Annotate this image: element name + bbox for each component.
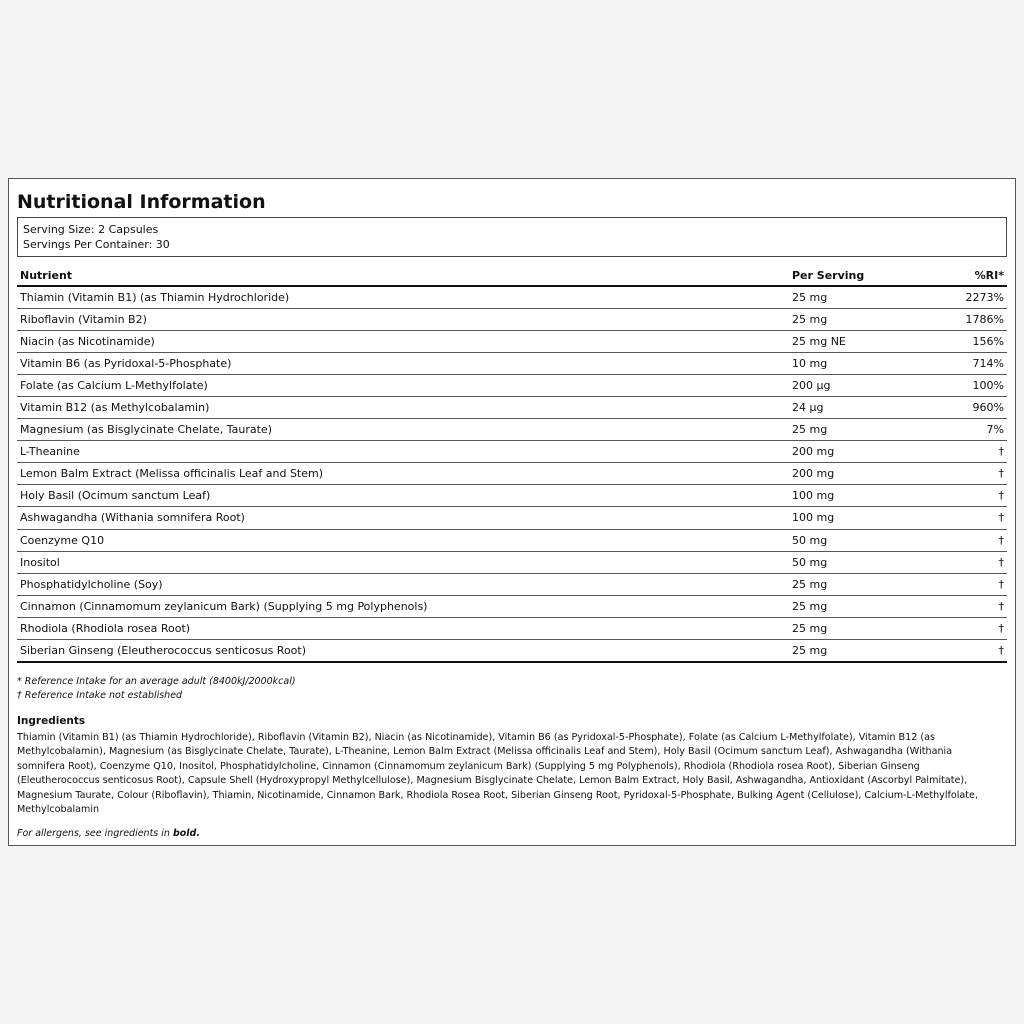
nutrient-name: Lemon Balm Extract (Melissa officinalis Leaf and Stem) [17, 463, 789, 485]
ri-percent: † [929, 463, 1007, 485]
ri-percent: 7% [929, 419, 1007, 441]
table-row [17, 330, 1007, 352]
allergen-note-bold: bold. [172, 827, 200, 839]
ri-percent: † [929, 529, 1007, 551]
table-row [17, 396, 1007, 418]
serving-info-box [17, 217, 1007, 257]
per-serving-amount: 200 mg [789, 463, 929, 485]
per-serving-amount: 24 µg [789, 396, 929, 418]
table-row [17, 485, 1007, 507]
table-row [17, 617, 1007, 639]
header-ri: %RI* [929, 265, 1007, 286]
table-row [17, 374, 1007, 396]
per-serving-amount: 25 mg [789, 286, 929, 308]
table-row [17, 529, 1007, 551]
ingredients-text: Thiamin (Vitamin B1) (as Thiamin Hydrochloride), Riboflavin (Vitamin B2), Niacin (as Nicotinamide), Vitamin B6 (as Pyridoxal-5-Phosphate), Folate (as Calcium L-Methylfolate), Vitamin B12 (as Methylcobalamin), Magnesium (as Bisglycinate Chelate, Taurate), L-Theanine, Lemon Balm Extract (Melissa officinalis Leaf and Stem), Holy Basil (Ocimum sanctum Leaf), Ashwagandha (Withania somnifera Root), Coenzyme Q10, Inositol, Phosphatidylcholine, Cinnamon (Cinnamomum zeylanicum Bark) (Supplying 5 mg Polyphenols), Rhodiola (Rhodiola rosea Root), Siberian Ginseng (Eleutherococcus senticosus Root), Capsule Shell (Hydroxypropyl Methylcellulose), Magnesium Bisglycinate Chelate, Lemon Balm Extract, Holy Basil, Ashwagandha, Antioxidant (Ascorbyl Palmitate), Magnesium Taurate, Colour (Riboflavin), Thiamin, Nicotinamide, Cinnamon Bark, Rhodiola Rosea Root, Siberian Ginseng Root, Pyridoxal-5-Phosphate, Bulking Agent (Cellulose), Calcium-L-Methylfolate, Methylcobalamin [17, 731, 979, 816]
per-serving-amount: 25 mg [789, 308, 929, 330]
allergen-note [17, 828, 1007, 839]
per-serving-amount: 25 mg [789, 617, 929, 639]
page-title: Nutritional Information [17, 191, 266, 213]
nutrient-name: Vitamin B6 (as Pyridoxal-5-Phosphate) [17, 352, 789, 374]
table-row [17, 308, 1007, 330]
nutrient-name: Coenzyme Q10 [17, 529, 789, 551]
per-serving-amount: 50 mg [789, 551, 929, 573]
header-per-serving: Per Serving [789, 265, 929, 286]
ri-percent: † [929, 617, 1007, 639]
nutrient-name: L-Theanine [17, 441, 789, 463]
ri-percent: 2273% [929, 286, 1007, 308]
nutrient-name: Riboflavin (Vitamin B2) [17, 308, 789, 330]
ri-percent: † [929, 640, 1007, 662]
footnote-ri: * Reference Intake for an average adult (8400kJ/2000kcal) [17, 675, 296, 687]
nutrient-name: Siberian Ginseng (Eleutherococcus senticosus Root) [17, 640, 789, 662]
ri-percent: † [929, 595, 1007, 617]
nutrient-name: Niacin (as Nicotinamide) [17, 330, 789, 352]
nutrient-name: Holy Basil (Ocimum sanctum Leaf) [17, 485, 789, 507]
nutrient-name: Phosphatidylcholine (Soy) [17, 573, 789, 595]
ri-percent: † [929, 573, 1007, 595]
ri-percent: 1786% [929, 308, 1007, 330]
serving-size: Serving Size: 2 Capsules [23, 223, 159, 236]
ri-percent: † [929, 507, 1007, 529]
per-serving-amount: 50 mg [789, 529, 929, 551]
nutrient-name: Magnesium (as Bisglycinate Chelate, Taurate) [17, 419, 789, 441]
per-serving-amount: 25 mg [789, 640, 929, 662]
ri-percent: † [929, 485, 1007, 507]
table-row [17, 573, 1007, 595]
servings-per-container: Servings Per Container: 30 [23, 238, 170, 251]
ingredients-heading: Ingredients [17, 714, 86, 727]
nutrient-name: Inositol [17, 551, 789, 573]
nutrient-table [17, 265, 1007, 663]
nutrient-name: Cinnamon (Cinnamomum zeylanicum Bark) (Supplying 5 mg Polyphenols) [17, 595, 789, 617]
nutrient-table-body [17, 286, 1007, 662]
table-row [17, 507, 1007, 529]
per-serving-amount: 100 mg [789, 485, 929, 507]
table-row [17, 352, 1007, 374]
ri-percent: 714% [929, 352, 1007, 374]
allergen-note-text: For allergens, see ingredients in [17, 827, 173, 839]
table-row [17, 551, 1007, 573]
ri-percent: † [929, 551, 1007, 573]
table-row [17, 286, 1007, 308]
per-serving-amount: 10 mg [789, 352, 929, 374]
per-serving-amount: 200 mg [789, 441, 929, 463]
footnote-dagger: † Reference Intake not established [17, 689, 183, 701]
header-nutrient: Nutrient [17, 265, 789, 286]
per-serving-amount: 25 mg [789, 573, 929, 595]
per-serving-amount: 100 mg [789, 507, 929, 529]
per-serving-amount: 25 mg [789, 419, 929, 441]
footnotes [17, 675, 1007, 703]
table-row [17, 441, 1007, 463]
nutrient-name: Ashwagandha (Withania somnifera Root) [17, 507, 789, 529]
nutrition-panel [8, 178, 1016, 846]
table-row [17, 463, 1007, 485]
table-row [17, 595, 1007, 617]
table-row [17, 640, 1007, 662]
nutrient-name: Thiamin (Vitamin B1) (as Thiamin Hydrochloride) [17, 286, 789, 308]
per-serving-amount: 25 mg [789, 595, 929, 617]
ri-percent: 156% [929, 330, 1007, 352]
nutrient-name: Vitamin B12 (as Methylcobalamin) [17, 396, 789, 418]
ri-percent: † [929, 441, 1007, 463]
table-row [17, 419, 1007, 441]
nutrient-name: Folate (as Calcium L-Methylfolate) [17, 374, 789, 396]
ri-percent: 100% [929, 374, 1007, 396]
per-serving-amount: 200 µg [789, 374, 929, 396]
ri-percent: 960% [929, 396, 1007, 418]
table-header-row [17, 265, 1007, 286]
per-serving-amount: 25 mg NE [789, 330, 929, 352]
nutrient-name: Rhodiola (Rhodiola rosea Root) [17, 617, 789, 639]
